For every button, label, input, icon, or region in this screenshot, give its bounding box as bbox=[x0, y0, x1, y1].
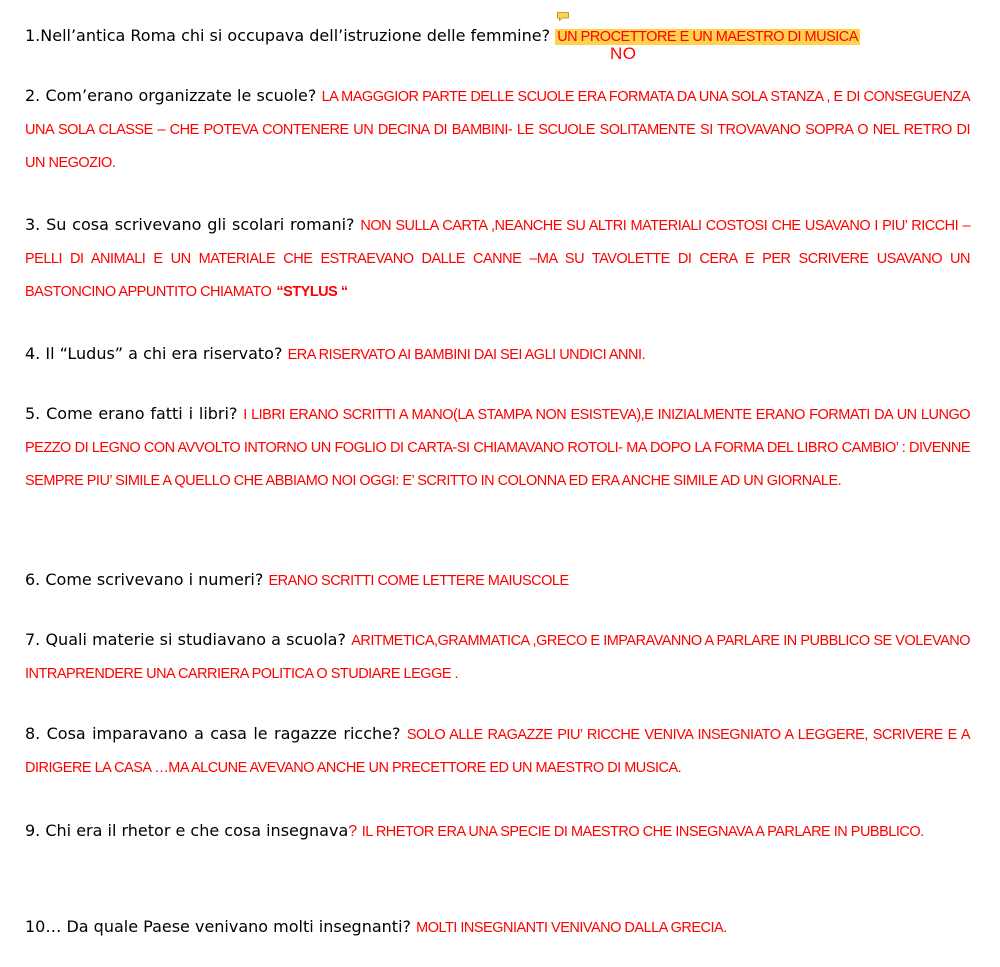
comment-icon[interactable] bbox=[557, 12, 569, 21]
question-5-answer: I LIBRI ERANO SCRITTI A MANO(LA STAMPA NON ESISTEVA),E INIZIALMENTE ERANO FORMATI DA UN LUNGO PEZZO DI LEGNO CON AVVOLTO INTORNO UN FOGLIO DI CARTA-SI CHIAMAVANO ROTOLI- MA DOPO LA FORMA DEL LIBRO CAMBIO’ : DIVENNE SEMPRE PIU’ SIMILE A QUELLO CHE ABBIAMO NOI OGGI: E’ SCRITTO IN COLONNA ED ERA ANCHE SIMILE AD UN GIORNALE. bbox=[25, 407, 970, 489]
question-1-answer[interactable]: UN PROCETTORE E UN MAESTRO DI MUSICA bbox=[557, 29, 858, 45]
question-3-text: 3. Su cosa scrivevano gli scolari romani? bbox=[25, 215, 355, 234]
question-10-answer: MOLTI INSEGNIANTI VENIVANO DALLA GRECIA. bbox=[416, 920, 727, 936]
correction-note: NO bbox=[610, 44, 637, 63]
question-8-answer: SOLO ALLE RAGAZZE PIU’ RICCHE VENIVA INSEGNIATO A LEGGERE, SCRIVERE E A DIRIGERE LA CASA …MA ALCUNE AVEVANO ANCHE UN PRECETTORE ED UN MAESTRO DI MUSICA. bbox=[25, 727, 970, 776]
question-3-answer: NON SULLA CARTA ,NEANCHE SU ALTRI MATERIALI COSTOSI CHE USAVANO I PIU’ RICCHI – PELLI DI ANIMALI E UN MATERIALE CHE ESTRAEVANO DALLE CANNE –MA SU TAVOLETTE DI CERA E PER SCRIVERE USAVANO UN BASTONCINO APPUNTITO CHIAMATO bbox=[25, 218, 971, 300]
question-9 bbox=[25, 815, 970, 848]
question-1-annotation bbox=[555, 20, 860, 53]
question-10 bbox=[25, 911, 970, 944]
question-7-answer: ARITMETICA,GRAMMATICA ,GRECO E IMPARAVANNO A PARLARE IN PUBBLICO SE VOLEVANO INTRAPRENDERE UNA CARRIERA POLITICA O STUDIARE LEGGE . bbox=[25, 633, 971, 682]
question-6-text: 6. Come scrivevano i numeri? bbox=[25, 570, 264, 589]
question-2-answer: LA MAGGGIOR PARTE DELLE SCUOLE ERA FORMATA DA UNA SOLA STANZA , E DI CONSEGUENZA UNA SOLA CLASSE – CHE POTEVA CONTENERE UN DECINA DI BAMBINI- LE SCUOLE SOLITAMENTE SI TROVAVANO SOPRA O NEL RETRO DI UN NEGOZIO. bbox=[25, 89, 970, 171]
question-8 bbox=[25, 718, 970, 784]
question-3-answer-bold: “STYLUS “ bbox=[276, 284, 348, 300]
question-5 bbox=[25, 398, 970, 497]
question-9-text: 9. Chi era il rhetor e che cosa insegnava bbox=[25, 821, 349, 840]
question-7 bbox=[25, 624, 970, 690]
question-9-answer: IL RHETOR ERA UNA SPECIE DI MAESTRO CHE INSEGNAVA A PARLARE IN PUBBLICO. bbox=[361, 824, 924, 840]
question-8-text: 8. Cosa imparavano a casa le ragazze ricche? bbox=[25, 724, 401, 743]
question-1 bbox=[25, 20, 970, 53]
question-4-answer: ERA RISERVATO AI BAMBINI DAI SEI AGLI UNDICI ANNI. bbox=[287, 347, 646, 363]
question-2-text: 2. Com’erano organizzate le scuole? bbox=[25, 86, 317, 105]
question-6 bbox=[25, 564, 970, 597]
question-1-text: 1.Nell’antica Roma chi si occupava dell’istruzione delle femmine? bbox=[25, 26, 551, 45]
question-6-answer: ERANO SCRITTI COME LETTERE MAIUSCOLE bbox=[268, 573, 569, 589]
question-3 bbox=[25, 209, 970, 308]
question-2 bbox=[25, 80, 970, 179]
question-7-text: 7. Quali materie si studiavano a scuola? bbox=[25, 630, 346, 649]
question-9-mark: ? bbox=[348, 823, 357, 840]
question-4-text: 4. Il “Ludus” a chi era riservato? bbox=[25, 344, 283, 363]
question-10-text: 10… Da quale Paese venivano molti insegnanti? bbox=[25, 917, 412, 936]
question-5-text: 5. Come erano fatti i libri? bbox=[25, 404, 238, 423]
question-4 bbox=[25, 338, 970, 371]
